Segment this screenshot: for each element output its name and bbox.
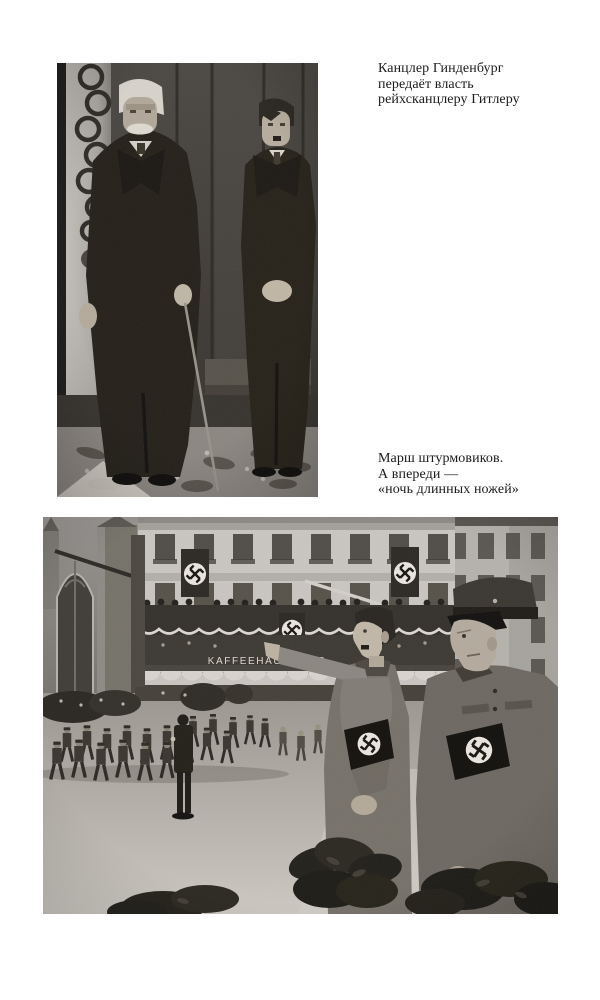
caption-line: А впереди — <box>378 466 459 482</box>
caption-line: Марш штурмовиков. <box>378 451 504 466</box>
caption-line: Канцлер Гинденбург <box>378 61 504 76</box>
caption-line: «ночь длинных ножей» <box>378 482 519 498</box>
photo-caption-hindenburg <box>378 61 578 108</box>
photo-hindenburg-hitler <box>57 63 318 497</box>
caption-line: передаёт власть <box>378 76 474 92</box>
photo-caption-sa-march <box>378 451 578 498</box>
caption-line: рейхсканцлеру Гитлеру <box>378 92 520 108</box>
photo-sa-march <box>43 517 558 914</box>
